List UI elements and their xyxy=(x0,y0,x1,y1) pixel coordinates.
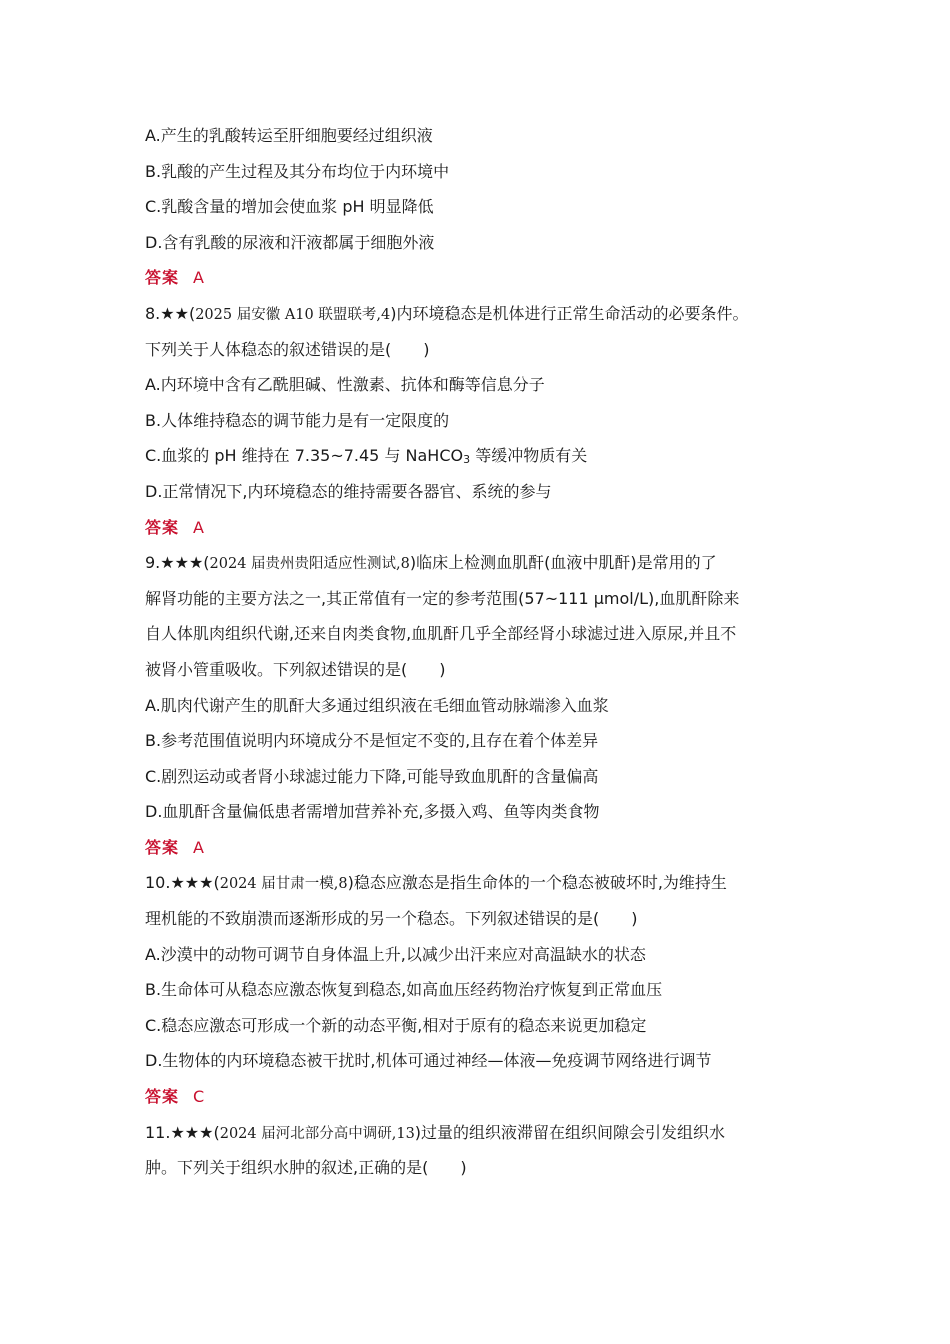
answer-value: A xyxy=(193,517,204,537)
q10-lead: )稳态应激态是指生命体的一个稳态被破坏时,为维持生 xyxy=(347,873,727,893)
q7-option-d: D.含有乳酸的尿液和汗液都属于细胞外液 xyxy=(145,232,435,252)
q10-source: 2024 届甘肃一模,8 xyxy=(219,876,348,893)
q9-lead: )临床上检测血肌酐(血液中肌酐)是常用的了 xyxy=(409,553,717,573)
q8-option-b: B.人体维持稳态的调节能力是有一定限度的 xyxy=(145,410,450,430)
q10-option-d: D.生物体的内环境稳态被干扰时,机体可通过神经—体液—免疫调节网络进行调节 xyxy=(145,1051,712,1071)
q8-option-a: A.内环境中含有乙酰胆碱、性激素、抗体和酶等信息分子 xyxy=(145,375,545,395)
q11-stem-line: 肿。下列关于组织水肿的叙述,正确的是( ) xyxy=(145,1158,467,1178)
q11-lead: )过量的组织液滞留在组织间隙会引发组织水 xyxy=(414,1122,726,1142)
q8-option-c-pre: C.血浆的 pH 维持在 7.35~7.45 与 NaHCO xyxy=(145,446,464,466)
answer-label: 答案 xyxy=(145,517,180,537)
q10-answer xyxy=(145,1079,825,1115)
document-page xyxy=(145,118,825,1186)
q10-option-a: A.沙漠中的动物可调节自身体温上升,以减少出汗来应对高温缺水的状态 xyxy=(145,944,646,964)
q10-stem xyxy=(145,865,825,901)
q8-stem-line: 下列关于人体稳态的叙述错误的是( ) xyxy=(145,339,430,359)
q8-source: 2025 届安徽 A10 联盟联考,4 xyxy=(195,306,391,323)
q8-option-c-post: 等缓冲物质有关 xyxy=(470,446,588,466)
answer-value: C xyxy=(193,1087,205,1107)
q8-answer xyxy=(145,510,825,546)
q10-stem-line: 理机能的不致崩溃而逐渐形成的另一个稳态。下列叙述错误的是( ) xyxy=(145,909,638,929)
q9-option-b: B.参考范围值说明内环境成分不是恒定不变的,且存在着个体差异 xyxy=(145,731,599,751)
q8-number: 8.★★( xyxy=(145,303,196,323)
q7-answer xyxy=(145,260,825,296)
q7-option-b: B.乳酸的产生过程及其分布均位于内环境中 xyxy=(145,161,450,181)
q7-option-c: C.乳酸含量的增加会使血浆 pH 明显降低 xyxy=(145,197,434,217)
q10-option-b: B.生命体可从稳态应激态恢复到稳态,如高血压经药物治疗恢复到正常血压 xyxy=(145,980,663,1000)
q11-stem xyxy=(145,1115,825,1151)
q9-stem-line: 自人体肌肉组织代谢,还来自肉类食物,血肌酐几乎全部经肾小球滤过进入原尿,并且不 xyxy=(145,624,737,644)
q9-option-d: D.血肌酐含量偏低患者需增加营养补充,多摄入鸡、鱼等肉类食物 xyxy=(145,802,600,822)
q9-source: 2024 届贵州贵阳适应性测试,8 xyxy=(209,556,410,573)
answer-label: 答案 xyxy=(145,837,180,857)
q8-option-c-subscript: 3 xyxy=(463,453,471,467)
q8-stem xyxy=(145,296,825,332)
answer-value: A xyxy=(193,268,204,288)
q9-option-a: A.肌肉代谢产生的肌酐大多通过组织液在毛细血管动脉端渗入血浆 xyxy=(145,695,609,715)
q10-option-c: C.稳态应激态可形成一个新的动态平衡,相对于原有的稳态来说更加稳定 xyxy=(145,1015,647,1035)
answer-value: A xyxy=(193,837,204,857)
q8-option-d: D.正常情况下,内环境稳态的维持需要各器官、系统的参与 xyxy=(145,481,552,501)
q9-answer xyxy=(145,830,825,866)
q8-option-c xyxy=(145,438,825,474)
q10-number: 10.★★★( xyxy=(145,873,220,893)
q8-lead: )内环境稳态是机体进行正常生命活动的必要条件。 xyxy=(390,303,749,323)
q7-option-a: A.产生的乳酸转运至肝细胞要经过组织液 xyxy=(145,126,433,145)
q11-source: 2024 届河北部分高中调研,13 xyxy=(219,1125,415,1142)
q9-stem-line: 解肾功能的主要方法之一,其正常值有一定的参考范围(57~111 μmol/L),血肌酐除来 xyxy=(145,588,740,608)
answer-label: 答案 xyxy=(145,1087,180,1107)
q9-option-c: C.剧烈运动或者肾小球滤过能力下降,可能导致血肌酐的含量偏高 xyxy=(145,766,599,786)
answer-label: 答案 xyxy=(145,268,180,288)
q9-stem xyxy=(145,545,825,581)
q9-number: 9.★★★( xyxy=(145,553,210,573)
q11-number: 11.★★★( xyxy=(145,1122,220,1142)
q9-stem-line: 被肾小管重吸收。下列叙述错误的是( ) xyxy=(145,659,446,679)
